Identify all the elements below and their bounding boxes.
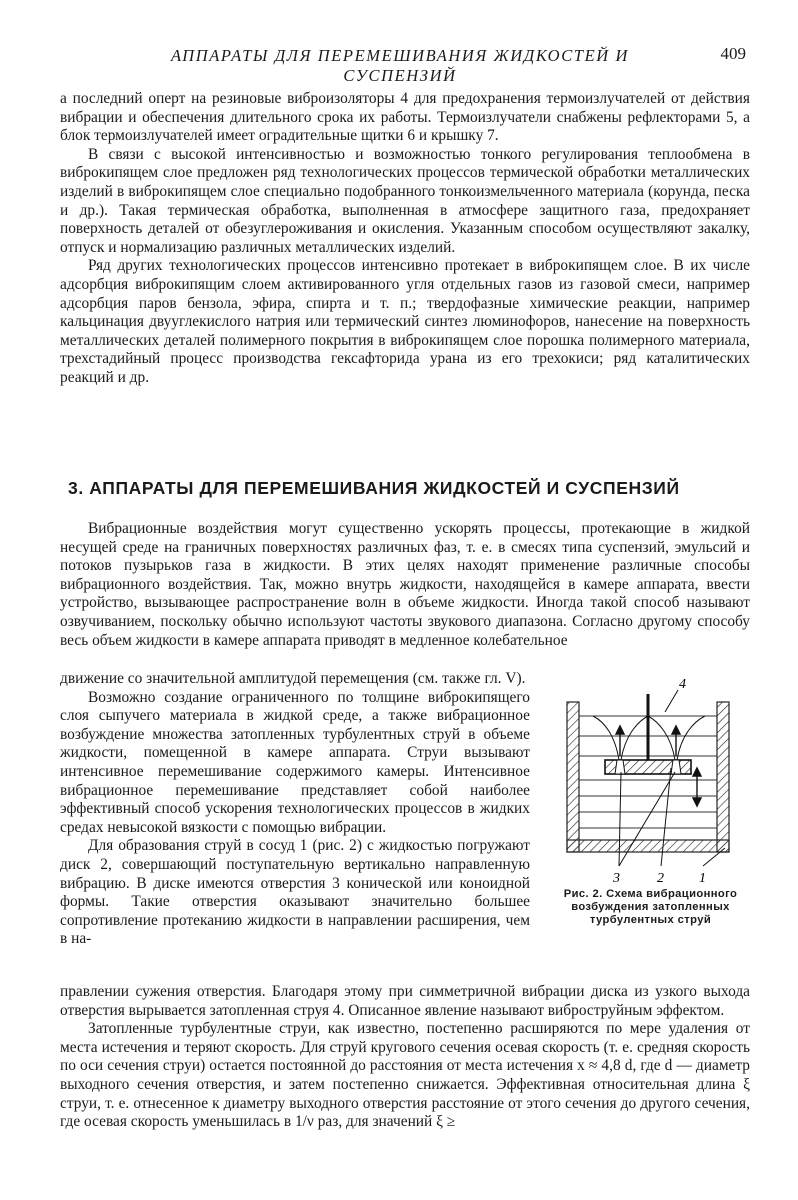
cone-hole-left: [615, 760, 625, 774]
paragraph-jets-start: Для образования струй в сосуд 1 (рис. 2) с жидкостью погружают диск 2, совершающий поступательную вертикально направленную вибрацию. В диске имеются отверстия 3 конической или коноидной формы. Такие отверстия оказывают значительно большее сопротивление протеканию жидкости в направлении расширения, чем в на-: [60, 837, 530, 948]
paragraph-continuation: а последний оперт на резиновые виброизоляторы 4 для предохранения термоизлучателей от действия вибрации и обеспечения длительного срока их работы. Термоизлучатели снабжены рефлекторами 5, а блок термоизлучателей имеет оградительные щитки 6 и крышку 7.: [60, 90, 750, 145]
label-2: 2: [657, 871, 664, 886]
figure-jet-vessel: [553, 676, 753, 886]
label-3: 3: [613, 871, 620, 886]
figure-caption: Рис. 2. Схема вибрационного возбуждения затопленных турбулентных струй: [563, 888, 738, 926]
intro-block: [60, 520, 750, 650]
label-1: 1: [699, 871, 706, 886]
bottom-text-block: [60, 983, 750, 1132]
vessel-left-wall: [567, 702, 579, 852]
top-text-block: [60, 90, 750, 388]
paragraph-turbulent-jets: Затопленные турбулентные струи, как известно, постепенно расширяются по мере удаления от места истечения и теряют скорость. Для струй кругового сечения осевая скорость (т. е. средняя скорость по оси сечения струи) остается постоянной до расстояния от места истечения x ≈ 4,8 d, где d — диаметр выходного сечения отверстия, и затем постепенно снижается. Эффективная относительная длина ξ струи, т. е. отнесенное к диаметру выходного отверстия расстояние от этого сечения до другого сечения, где осевая скорость уменьшилась в 1/ν раз, для значений ξ ≥: [60, 1020, 750, 1131]
paragraph-intro: Вибрационные воздействия могут существенно ускорять процессы, протекающие в жидкой несущей среде на граничных поверхностях различных фаз, т. е. в смесях типа суспензий, эмульсий и потоков пузырьков газа в жидкости. В этих целях находят применение различные способы вибрационного воздействия. Так, можно внутрь жидкости, находящейся в камере аппарата, ввести устройство, вызывающее распространение волн в объеме жидкости. Иногда такой способ называют озвучиванием, поскольку обычно используют частоты звукового диапазона. Согласно другому способу весь объем жидкости в камере аппарата приводят в медленное колебательное: [60, 520, 750, 649]
vessel-bottom: [567, 840, 729, 852]
running-title: АППАРАТЫ ДЛЯ ПЕРЕМЕШИВАНИЯ ЖИДКОСТЕЙ И СУСПЕНЗИЙ: [170, 46, 630, 85]
page-number: 409: [720, 44, 746, 63]
vessel-right-wall: [717, 702, 729, 852]
vessel-diagram: [553, 676, 753, 886]
cone-hole-right: [671, 760, 681, 774]
paragraph-heat-treatment: В связи с высокой интенсивностью и возможностью тонкого регулирования теплообмена в виброкипящем слое предложен ряд технологических процессов термической обработки металлических изделий в виброкипящем слое специально подобранного тонкоизмельченного материала (корунда, песка и др.). Такая термическая обработка, выполненная в атмосфере защитного газа, предохраняет поверхность деталей от обезуглероживания и окисления. Указанным способом осуществляют закалку, отпуск и нормализацию различных металлических изделий.: [60, 145, 750, 256]
narrow-column: [60, 670, 530, 949]
paragraph-intro-tail: движение со значительной амплитудой перемещения (см. также гл. V).: [60, 670, 526, 687]
paragraph-processes: Ряд других технологических процессов интенсивно протекает в виброкипящем слое. В их числе адсорбция виброкипящим слоем активированного угля отдельных газов из газовой смеси, например адсорбция паров бензола, эфира, спирта и т. п.; твердофазные химические реакции, например кальцинация двууглекислого натрия или термический синтез люминофоров, нанесение на поверхность металлических деталей полимерного покрытия в виброкипящем слое порошка полимерного материала, трехстадийный процесс производства гексафторида урана из его трехокиси; ряд каталитических реакций и др.: [60, 257, 750, 386]
section-heading: 3. АППАРАТЫ ДЛЯ ПЕРЕМЕШИВАНИЯ ЖИДКОСТЕЙ И СУСПЕНЗИЙ: [68, 478, 680, 498]
paragraph-jets-end: правлении сужения отверстия. Благодаря этому при симметричной вибрации диска из узкого выхода отверстия вырывается затопленная струя 4. Описанное явление называют виброструйным эффектом.: [60, 983, 750, 1019]
label-4: 4: [679, 677, 686, 692]
paragraph-possible: Возможно создание ограниченного по толщине виброкипящего слоя сыпучего материала в жидкой среде, а также вибрационное возбуждение множества затопленных турбулентных струй в объеме жидкости, помещенной в камере аппарата. Струи вызывают интенсивное перемешивание содержимого камеры. Интенсивное вибрационное перемешивание представляет собой наиболее эффективный способ ускорения технологических процессов в жидких средах невысокой вязкости с помощью вибрации.: [60, 688, 530, 836]
